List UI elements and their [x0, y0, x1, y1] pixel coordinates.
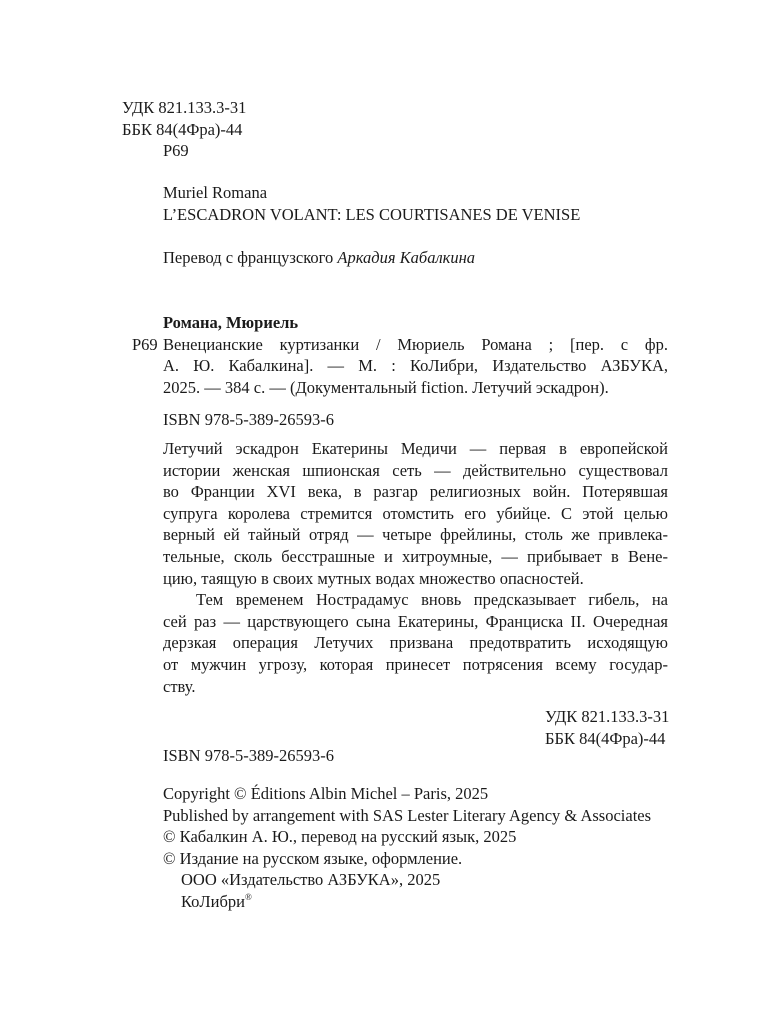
- author-mark: Р69: [163, 141, 189, 161]
- annotation-line: во Франции XVI века, в разгар религиозных войн. Потерявшая: [163, 482, 668, 502]
- isbn: ISBN 978-5-389-26593-6: [163, 410, 334, 430]
- copyright-line: [163, 891, 651, 913]
- header-codes: [122, 97, 246, 162]
- annotation-line: ству.: [163, 676, 196, 696]
- copyright-line: Copyright © Éditions Albin Michel – Paris, 2025: [163, 784, 489, 803]
- copyright-line: ООО «Издательство АЗБУКА», 2025: [181, 870, 441, 890]
- annotation-line: сей раз — царствующего сына Екатерины, Франциска II. Очередная: [163, 611, 668, 631]
- bbk-code: ББК 84(4Фра)-44: [122, 119, 243, 139]
- codes-right: [545, 706, 669, 749]
- udk-code: УДК 821.133.3-31: [122, 98, 247, 117]
- translator-name: Аркадия Кабалкина: [337, 248, 476, 267]
- copyright-line: Published by arrangement with SAS Lester Literary Agency & Associates: [163, 805, 652, 825]
- annotation: [163, 438, 668, 697]
- annotation-line: истории женская шпионская сеть — действительно существовал: [163, 460, 668, 480]
- translation-prefix: Перевод с французского: [163, 248, 334, 267]
- catalog-line: Венецианские куртизанки / Мюриель Романа ; [пер. с фр.: [163, 334, 668, 354]
- publisher-imprint: КоЛибри: [181, 891, 245, 911]
- copyright-line: © Кабалкин А. Ю., перевод на русский язык, 2025: [163, 827, 517, 847]
- annotation-line: от мужчин угрозу, которая принесет потрясения всему государ-: [163, 654, 668, 674]
- annotation-line: тельные, сколь бесстрашные и хитроумные, — прибывает в Вене-: [163, 546, 668, 566]
- original-title: L’ESCADRON VOLANT: LES COURTISANES DE VENISE: [163, 204, 581, 224]
- annotation-line: верный ей тайный отряд — четыре фрейлины, столь же привлека-: [163, 525, 668, 545]
- registered-mark: ®: [244, 891, 252, 902]
- original-edition: [163, 182, 580, 225]
- annotation-line: цию, таящую в своих мутных водах множество опасностей.: [163, 568, 584, 588]
- copyright-line: © Издание на русском языке, оформление.: [163, 848, 463, 868]
- original-author: Muriel Romana: [163, 183, 268, 202]
- annotation-line: Тем временем Нострадамус вновь предсказывает гибель, на: [196, 590, 668, 610]
- catalog-mark: Р69: [132, 334, 158, 354]
- isbn-bottom: ISBN 978-5-389-26593-6: [163, 746, 334, 765]
- catalog-author-heading: Романа, Мюриель: [163, 313, 299, 332]
- catalog-line: А. Ю. Кабалкина]. — М. : КоЛибри, Издательство АЗБУКА,: [163, 356, 668, 376]
- udk-code: УДК 821.133.3-31: [545, 707, 670, 726]
- catalog-record: [132, 312, 668, 431]
- catalog-line: 2025. — 384 с. — (Документальный fiction. Летучий эскадрон).: [163, 377, 609, 397]
- bbk-code: ББК 84(4Фра)-44: [545, 728, 666, 748]
- translation-credit: [163, 247, 475, 269]
- annotation-line: дерзкая операция Летучих призвана предотвратить исходящую: [163, 633, 668, 653]
- annotation-line: супруга королева стремится отомстить его убийце. С этой целью: [163, 503, 668, 523]
- annotation-line: Летучий эскадрон Екатерины Медичи — первая в европейской: [163, 439, 668, 458]
- copyright-block: [163, 783, 651, 913]
